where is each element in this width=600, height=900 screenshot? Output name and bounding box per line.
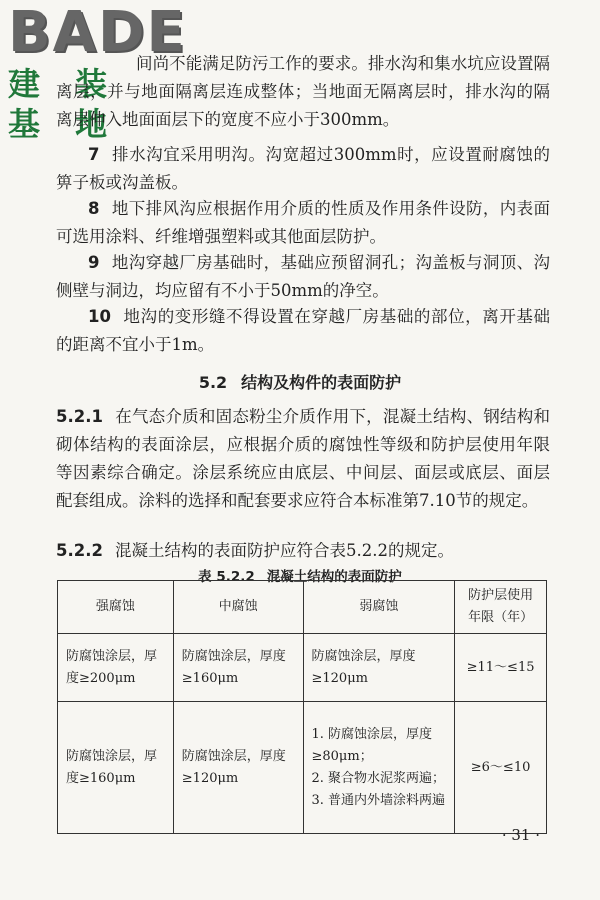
table-title: 混凝土结构的表面防护 bbox=[266, 569, 402, 585]
table-row bbox=[58, 702, 547, 834]
paragraph-6-continued: 间尚不能满足防污工作的要求。排水沟和集水坑应设置隔离层，并与地面隔离层连成整体；当地面无隔离层时，排水沟的隔离层伸入地面面层下的宽度不应小于300mm。 bbox=[56, 54, 550, 129]
item-10: 10 地沟的变形缝不得设置在穿越厂房基础的部位，离开基础的距离不宜小于1m。 bbox=[56, 307, 550, 354]
section-heading bbox=[0, 370, 600, 393]
header-medium-corrosion: 中腐蚀 bbox=[173, 581, 303, 634]
clause-5-2-2: 5.2.2 混凝土结构的表面防护应符合表5.2.2的规定。 bbox=[56, 541, 454, 560]
item-8: 8 地下排风沟应根据作用介质的性质及作用条件设防，内表面可选用涂料、纤维增强塑料或其他面层防护。 bbox=[56, 199, 550, 246]
weak-option: 1. 防腐蚀涂层，厚度≥80μm； bbox=[311, 726, 433, 764]
item-number: 10 bbox=[88, 307, 111, 326]
table-header-row bbox=[58, 581, 547, 634]
clause-number: 5.2.2 bbox=[56, 541, 103, 560]
protection-table bbox=[57, 580, 547, 834]
cell-medium: 防腐蚀涂层，厚度≥120μm bbox=[173, 702, 303, 834]
weak-option: 2. 聚合物水泥浆两遍； bbox=[311, 770, 446, 786]
table-number: 表 5.2.2 bbox=[198, 569, 255, 585]
page-number: · 31 · bbox=[501, 826, 540, 844]
item-number: 7 bbox=[88, 145, 100, 164]
item-number: 8 bbox=[88, 199, 100, 218]
cell-years: ≥11～≤15 bbox=[455, 634, 547, 702]
cell-weak-list bbox=[303, 702, 455, 834]
logo-chinese: 建 装 基 地 bbox=[8, 65, 120, 143]
section-number: 5.2 bbox=[198, 373, 228, 392]
item-number: 9 bbox=[88, 253, 100, 272]
header-strong-corrosion: 强腐蚀 bbox=[58, 581, 174, 634]
header-service-life: 防护层使用年限（年） bbox=[455, 581, 547, 634]
cell-strong: 防腐蚀涂层，厚度≥160μm bbox=[58, 702, 174, 834]
cell-years: ≥6～≤10 bbox=[455, 702, 547, 834]
section-title: 结构及构件的表面防护 bbox=[241, 373, 402, 392]
weak-option: 3. 普通内外墙涂料两遍 bbox=[311, 792, 446, 808]
header-weak-corrosion: 弱腐蚀 bbox=[303, 581, 455, 634]
item-9: 9 地沟穿越厂房基础时，基础应预留洞孔；沟盖板与洞顶、沟侧壁与洞边，均应留有不小于50mm的净空。 bbox=[56, 253, 550, 300]
item-7: 7 排水沟宜采用明沟。沟宽超过300mm时，应设置耐腐蚀的箅子板或沟盖板。 bbox=[56, 145, 550, 192]
clause-5-2-1: 5.2.1 在气态介质和固态粉尘介质作用下，混凝土结构、钢结构和砌体结构的表面涂层，应根据介质的腐蚀性等级和防护层使用年限等因素综合确定。涂层系统应由底层、中间层、面层或底层、面层配套组成。涂料的选择和配套要求应符合本标准第7.10节的规定。 bbox=[56, 407, 550, 510]
cell-strong: 防腐蚀涂层，厚度≥200μm bbox=[58, 634, 174, 702]
clause-number: 5.2.1 bbox=[56, 407, 103, 426]
table-row bbox=[58, 634, 547, 702]
logo-wordmark: BADE bbox=[8, 0, 187, 65]
cell-weak: 防腐蚀涂层，厚度≥120μm bbox=[303, 634, 455, 702]
cell-medium: 防腐蚀涂层，厚度≥160μm bbox=[173, 634, 303, 702]
